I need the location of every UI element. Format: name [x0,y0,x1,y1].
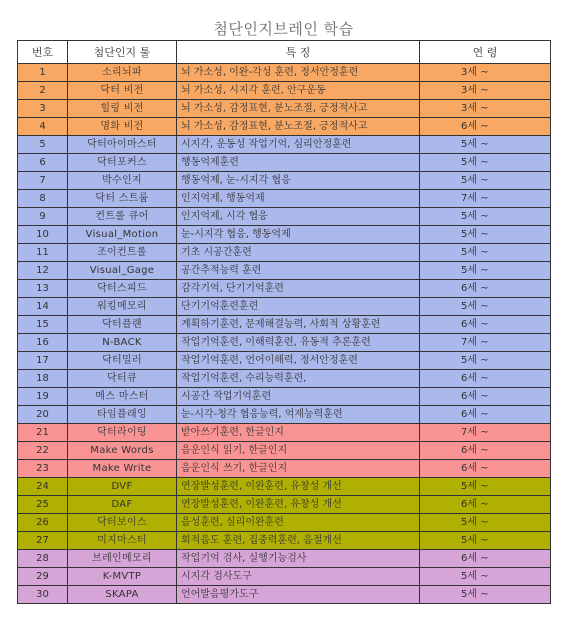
row-age: 5세 ~ [420,478,551,496]
row-number: 11 [18,244,68,262]
row-feature: 작업기억훈련, 언어이해력, 정서안정훈련 [177,352,420,370]
row-tool-name: SKAPA [68,586,177,604]
row-number: 27 [18,532,68,550]
row-age: 5세 ~ [420,568,551,586]
row-number: 23 [18,460,68,478]
row-number: 8 [18,190,68,208]
row-number: 30 [18,586,68,604]
row-age: 5세 ~ [420,532,551,550]
table-row [18,370,551,388]
row-age: 5세 ~ [420,154,551,172]
table-row [18,388,551,406]
row-number: 20 [18,406,68,424]
row-feature: 뇌 가소성, 시지각 훈련, 안구운동 [177,82,420,100]
row-number: 3 [18,100,68,118]
row-feature: 언어발음평가도구 [177,586,420,604]
row-number: 6 [18,154,68,172]
row-number: 4 [18,118,68,136]
table-row [18,334,551,352]
table-row [18,190,551,208]
row-tool-name: 컨트롤 큐어 [68,208,177,226]
row-age: 5세 ~ [420,352,551,370]
row-feature: 행동억제훈련 [177,154,420,172]
row-number: 29 [18,568,68,586]
row-tool-name: 닥터큐 [68,370,177,388]
row-feature: 음운인식 읽기, 한글인지 [177,442,420,460]
row-feature: 시지각, 운동성 작업기억, 심리안정훈련 [177,136,420,154]
row-number: 16 [18,334,68,352]
row-feature: 시지각 검사도구 [177,568,420,586]
row-feature: 뇌 가소성, 이완-각성 훈련, 정서안정훈련 [177,64,420,82]
row-tool-name: 조이컨트롤 [68,244,177,262]
row-tool-name: N-BACK [68,334,177,352]
table-row [18,316,551,334]
row-feature: 인지억제, 시각 협응 [177,208,420,226]
row-tool-name: 닥터라이팅 [68,424,177,442]
table-row [18,64,551,82]
row-feature: 뇌 가소성, 감정표현, 분노조절, 긍정적사고 [177,118,420,136]
table-row [18,406,551,424]
row-feature: 연장발성훈련, 이완훈련, 유창성 개선 [177,478,420,496]
row-tool-name: 미지마스터 [68,532,177,550]
row-age: 5세 ~ [420,262,551,280]
table-row [18,208,551,226]
row-age: 5세 ~ [420,208,551,226]
table-row [18,352,551,370]
row-number: 10 [18,226,68,244]
row-age: 6세 ~ [420,316,551,334]
table-row [18,496,551,514]
row-feature: 눈-시지각 협응, 행동억제 [177,226,420,244]
row-tool-name: 메스 마스터 [68,388,177,406]
row-tool-name: 타임플래잉 [68,406,177,424]
table-row [18,118,551,136]
row-feature: 받아쓰기훈련, 한글인지 [177,424,420,442]
row-age: 6세 ~ [420,388,551,406]
row-number: 21 [18,424,68,442]
row-age: 5세 ~ [420,172,551,190]
row-tool-name: 닥터아이마스터 [68,136,177,154]
row-number: 15 [18,316,68,334]
row-tool-name: 명화 비전 [68,118,177,136]
row-age: 6세 ~ [420,118,551,136]
table-row [18,568,551,586]
row-number: 12 [18,262,68,280]
row-feature: 공간추적능력 훈련 [177,262,420,280]
row-number: 28 [18,550,68,568]
table-row [18,82,551,100]
row-age: 7세 ~ [420,424,551,442]
row-age: 6세 ~ [420,442,551,460]
row-tool-name: 닥터플랜 [68,316,177,334]
row-age: 5세 ~ [420,298,551,316]
row-tool-name: 박수인지 [68,172,177,190]
table-row [18,136,551,154]
row-age: 5세 ~ [420,586,551,604]
row-age: 5세 ~ [420,136,551,154]
row-feature: 눈-시각-청각 협응능력, 억제능력훈련 [177,406,420,424]
row-feature: 계획하기훈련, 문제해결능력, 사회적 상황훈련 [177,316,420,334]
row-tool-name: 닥터보이스 [68,514,177,532]
row-number: 17 [18,352,68,370]
table-row [18,442,551,460]
row-age: 3세 ~ [420,82,551,100]
row-tool-name: 닥터포커스 [68,154,177,172]
row-tool-name: Make Write [68,460,177,478]
row-number: 24 [18,478,68,496]
row-number: 25 [18,496,68,514]
row-number: 2 [18,82,68,100]
row-age: 6세 ~ [420,460,551,478]
table-row [18,262,551,280]
row-tool-name: K-MVTP [68,568,177,586]
row-number: 18 [18,370,68,388]
row-number: 22 [18,442,68,460]
row-number: 26 [18,514,68,532]
row-tool-name: Visual_Gage [68,262,177,280]
row-feature: 뇌 가소성, 감정표현, 분노조절, 긍정적사고 [177,100,420,118]
row-feature: 작업기억 검사, 실행기능검사 [177,550,420,568]
table-row [18,460,551,478]
row-feature: 감각기억, 단기기억훈련 [177,280,420,298]
row-feature: 연장발성훈련, 이완훈련, 유창성 개선 [177,496,420,514]
row-age: 6세 ~ [420,280,551,298]
row-tool-name: DVF [68,478,177,496]
table-row [18,172,551,190]
row-feature: 시공간 작업기억훈련 [177,388,420,406]
row-feature: 작업기억훈련, 이해력훈련, 유동적 추론훈련 [177,334,420,352]
table-row [18,550,551,568]
row-number: 5 [18,136,68,154]
row-feature: 행동억제, 눈-시지각 협응 [177,172,420,190]
row-tool-name: Visual_Motion [68,226,177,244]
header-num: 번호 [18,41,68,64]
row-number: 1 [18,64,68,82]
row-number: 9 [18,208,68,226]
table-row [18,586,551,604]
row-age: 7세 ~ [420,334,551,352]
row-tool-name: 닥터 비전 [68,82,177,100]
row-tool-name: 힐링 비전 [68,100,177,118]
row-feature: 회적음도 훈련, 집중력훈련, 음절개선 [177,532,420,550]
table-row [18,424,551,442]
row-tool-name: DAF [68,496,177,514]
row-age: 5세 ~ [420,514,551,532]
row-age: 6세 ~ [420,496,551,514]
table-header-row [18,41,551,64]
row-tool-name: 워킹메모리 [68,298,177,316]
row-feature: 음성훈련, 심리이완훈련 [177,514,420,532]
row-number: 14 [18,298,68,316]
row-number: 13 [18,280,68,298]
program-table [17,40,551,604]
row-tool-name: 브레인메모리 [68,550,177,568]
row-age: 3세 ~ [420,100,551,118]
header-age: 연 령 [420,41,551,64]
row-tool-name: 소리뇌파 [68,64,177,82]
table-row [18,532,551,550]
table-row [18,280,551,298]
table-row [18,514,551,532]
row-age: 7세 ~ [420,190,551,208]
row-tool-name: 닥터밀러 [68,352,177,370]
table-row [18,100,551,118]
header-feature: 특 징 [177,41,420,64]
row-age: 5세 ~ [420,226,551,244]
table-row [18,244,551,262]
row-number: 19 [18,388,68,406]
row-age: 5세 ~ [420,244,551,262]
table-row [18,478,551,496]
table-row [18,226,551,244]
row-feature: 음운인식 쓰기, 한글인지 [177,460,420,478]
row-tool-name: 닥터스피드 [68,280,177,298]
row-feature: 인지억제, 행동억제 [177,190,420,208]
row-feature: 기초 시공간훈련 [177,244,420,262]
table-row [18,298,551,316]
table-body [18,64,551,604]
row-feature: 단기기억훈련훈련 [177,298,420,316]
row-tool-name: 닥터 스트룹 [68,190,177,208]
table-row [18,154,551,172]
row-number: 7 [18,172,68,190]
row-age: 6세 ~ [420,370,551,388]
row-age: 3세 ~ [420,64,551,82]
row-age: 6세 ~ [420,406,551,424]
row-feature: 작업기억훈련, 수리능력훈련, [177,370,420,388]
row-age: 6세 ~ [420,550,551,568]
row-tool-name: Make Words [68,442,177,460]
header-tool: 첨단인지 툴 [68,41,177,64]
page-title: 첨단인지브레인 학습 [213,20,354,38]
